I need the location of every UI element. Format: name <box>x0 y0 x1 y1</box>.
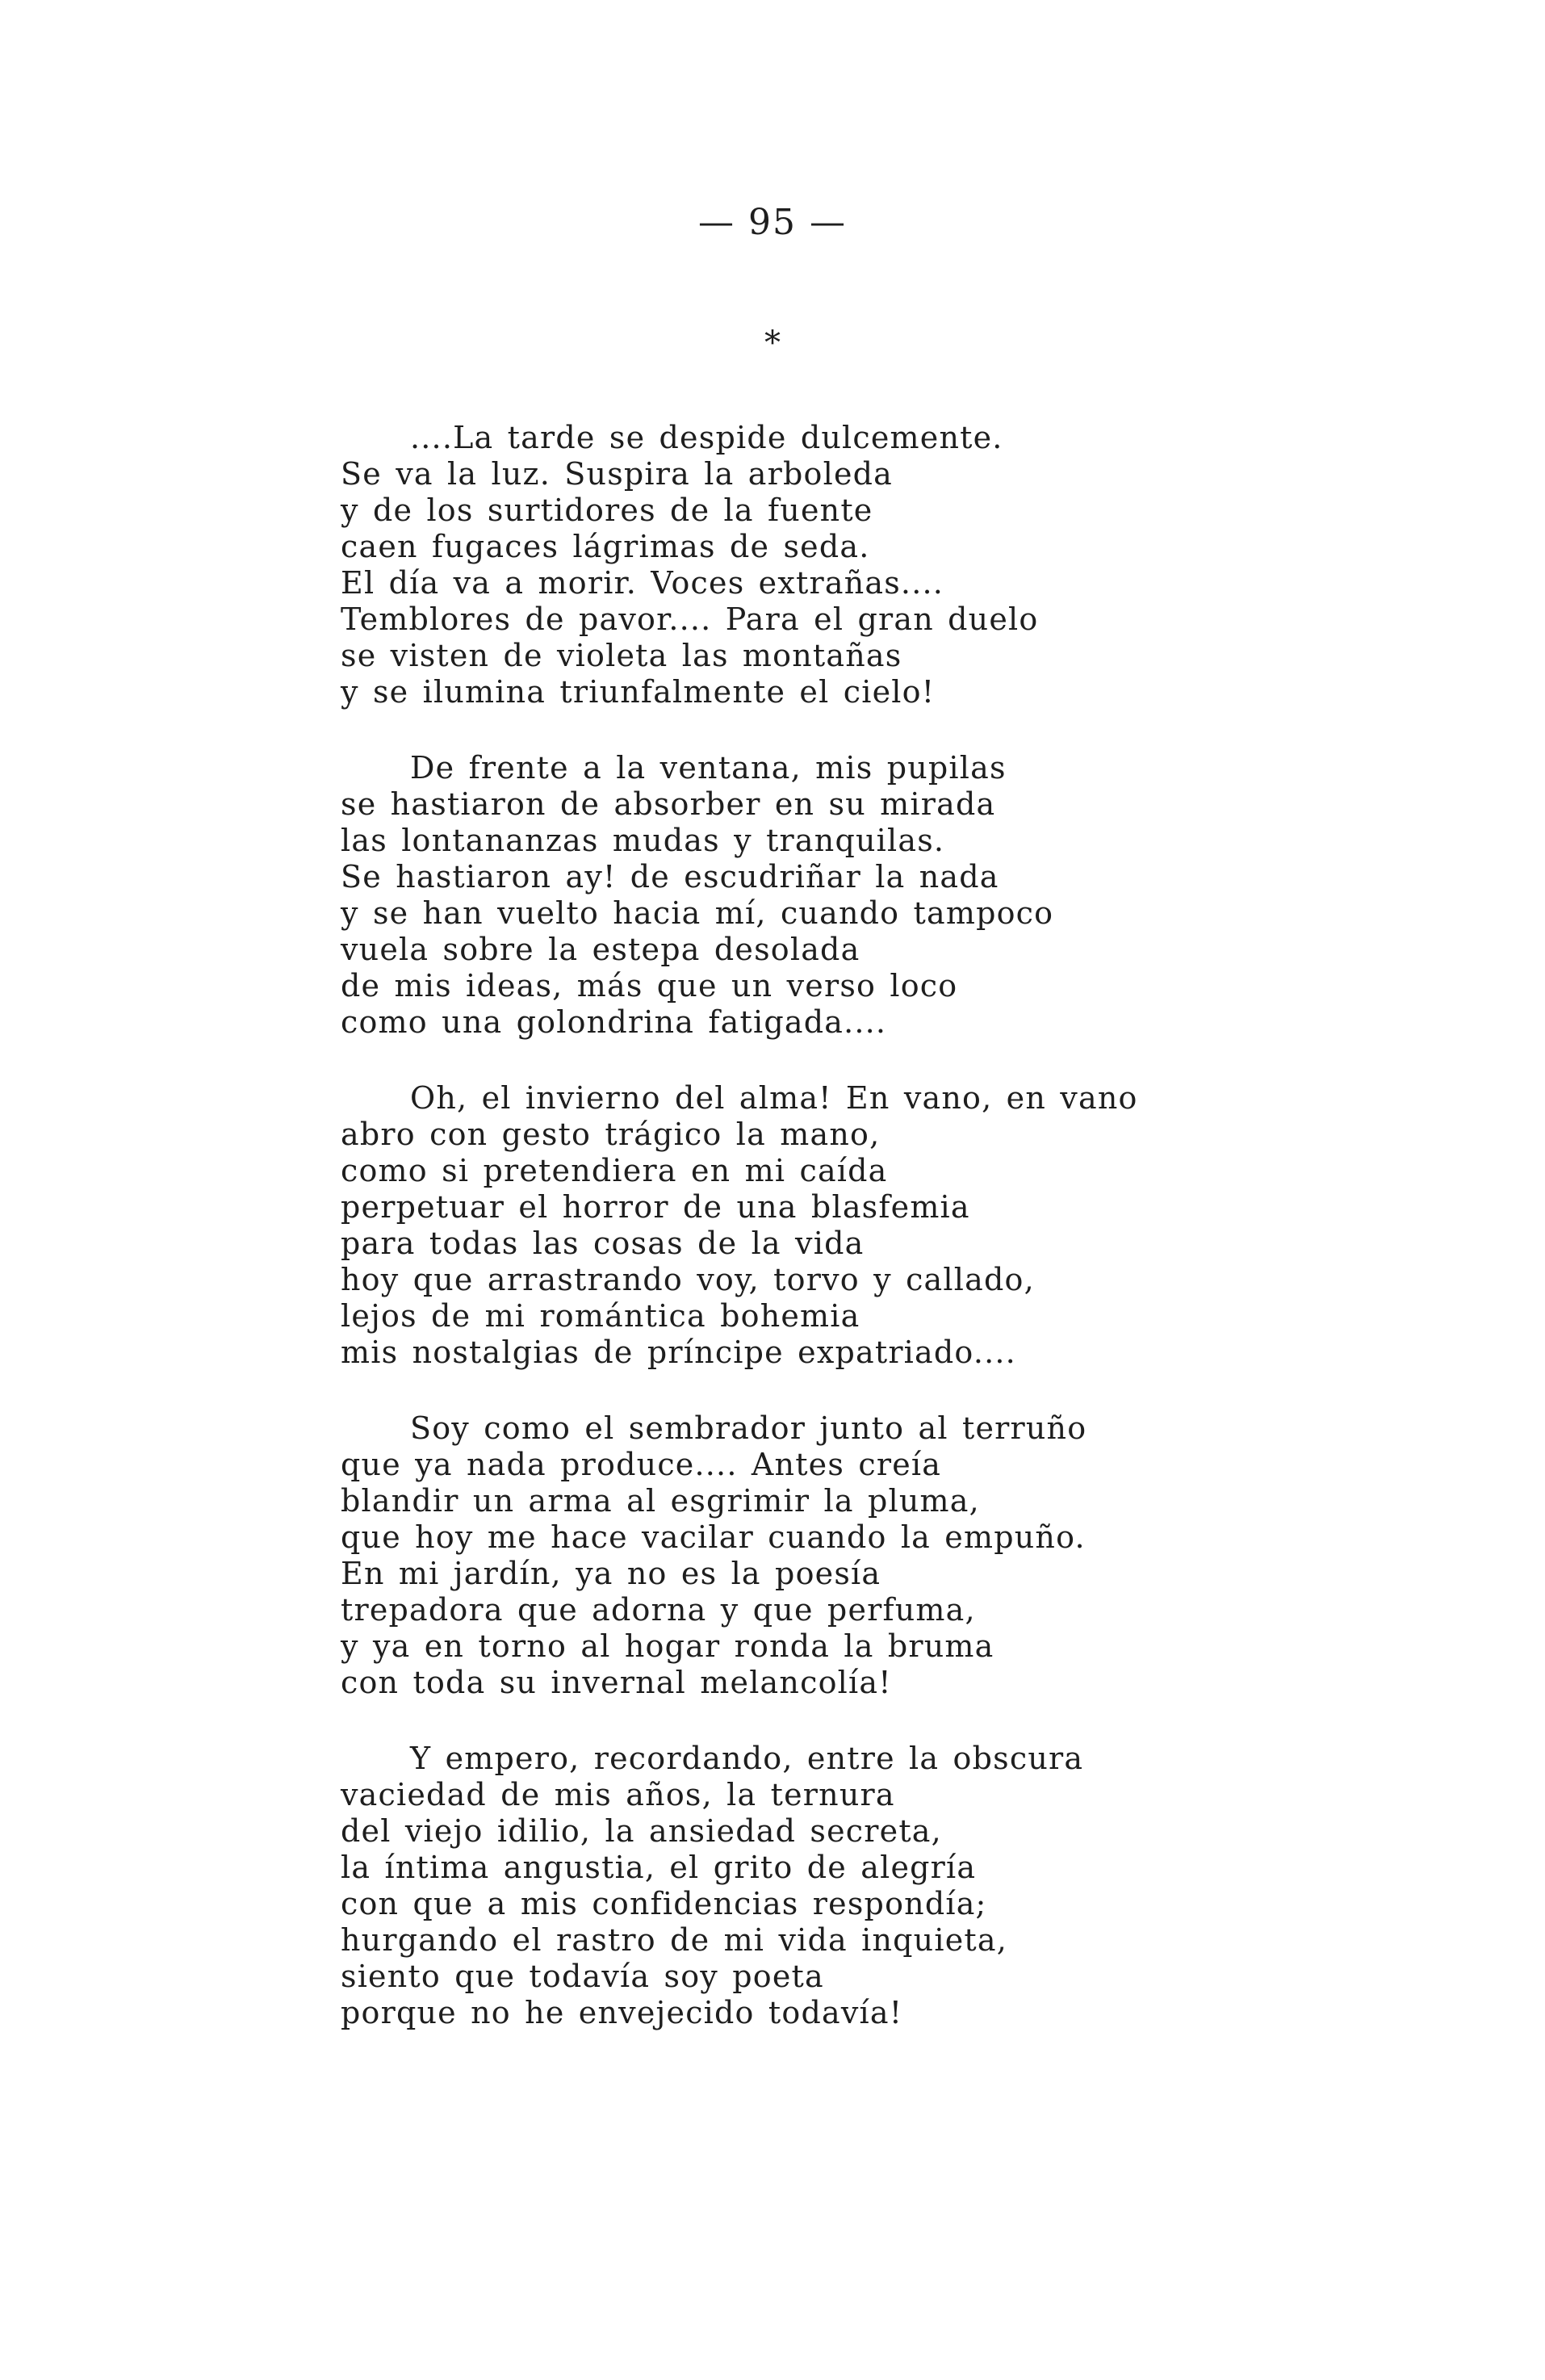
poem-line: perpetuar el horror de una blasfemia <box>341 1189 970 1225</box>
stanza-3 <box>341 1080 1277 1371</box>
stanza-2 <box>341 750 1277 1041</box>
poem-line: de mis ideas, más que un verso loco <box>341 968 958 1004</box>
poem-line: En mi jardín, ya no es la poesía <box>341 1556 881 1591</box>
poem-line: Oh, el invierno del alma! En vano, en vano <box>410 1080 1138 1116</box>
poem-line: Soy como el sembrador junto al terruño <box>410 1410 1087 1446</box>
poem-line: blandir un arma al esgrimir la pluma, <box>341 1483 980 1519</box>
poem-line: del viejo idilio, la ansiedad secreta, <box>341 1813 942 1849</box>
section-separator-asterisk: * <box>764 325 781 362</box>
stanza-5 <box>341 1741 1277 2031</box>
poem-line: porque no he envejecido todavía! <box>341 1995 903 2030</box>
stanza-4 <box>341 1410 1277 1701</box>
poem-line: y se han vuelto hacia mí, cuando tampoco <box>341 895 1054 931</box>
poem-line: como si pretendiera en mi caída <box>341 1153 888 1188</box>
poem-line: vuela sobre la estepa desolada <box>341 932 860 967</box>
poem-line: Se hastiaron ay! de escudriñar la nada <box>341 859 999 895</box>
poem-line: siento que todavía soy poeta <box>341 1959 824 1994</box>
poem-line: la íntima angustia, el grito de alegría <box>341 1850 977 1885</box>
poem-line: como una golondrina fatigada.... <box>341 1004 887 1040</box>
poem-line: y se ilumina triunfalmente el cielo! <box>341 674 936 710</box>
poem-line: Y empero, recordando, entre la obscura <box>410 1741 1084 1776</box>
poem-line: Se va la luz. Suspira la arboleda <box>341 456 894 492</box>
poem-line: con que a mis confidencias respondía; <box>341 1886 987 1921</box>
poem-line: De frente a la ventana, mis pupilas <box>410 750 1007 786</box>
poem-line: hoy que arrastrando voy, torvo y callado, <box>341 1262 1035 1297</box>
stanza-1 <box>341 420 1277 710</box>
poem-line: se hastiaron de absorber en su mirada <box>341 786 996 822</box>
poem-line: que ya nada produce.... Antes creía <box>341 1447 942 1482</box>
poem-line: para todas las cosas de la vida <box>341 1226 865 1261</box>
poem-line: Temblores de pavor.... Para el gran duelo <box>341 601 1039 637</box>
poem-line: hurgando el rastro de mi vida inquieta, <box>341 1922 1007 1958</box>
poem-line: se visten de violeta las montañas <box>341 638 902 673</box>
page-number: — 95 — <box>698 202 847 243</box>
poem-line: caen fugaces lágrimas de seda. <box>341 529 870 564</box>
poem-line: vaciedad de mis años, la ternura <box>341 1777 895 1812</box>
poem-line: El día va a morir. Voces extrañas.... <box>341 565 944 601</box>
poem-line: abro con gesto trágico la mano, <box>341 1117 881 1152</box>
poem-line: y de los surtidores de la fuente <box>341 492 873 528</box>
poem-line: trepadora que adorna y que perfuma, <box>341 1592 976 1628</box>
poem-line: que hoy me hace vacilar cuando la empuño. <box>341 1519 1086 1555</box>
poem-line: y ya en torno al hogar ronda la bruma <box>341 1628 994 1664</box>
poem-line: ....La tarde se despide dulcemente. <box>410 420 1003 455</box>
poem-line: las lontananzas mudas y tranquilas. <box>341 823 945 858</box>
poem <box>341 420 1277 2071</box>
poem-line: con toda su invernal melancolía! <box>341 1665 892 1700</box>
poem-line: lejos de mi romántica bohemia <box>341 1298 860 1334</box>
poem-line: mis nostalgias de príncipe expatriado.... <box>341 1335 1016 1370</box>
